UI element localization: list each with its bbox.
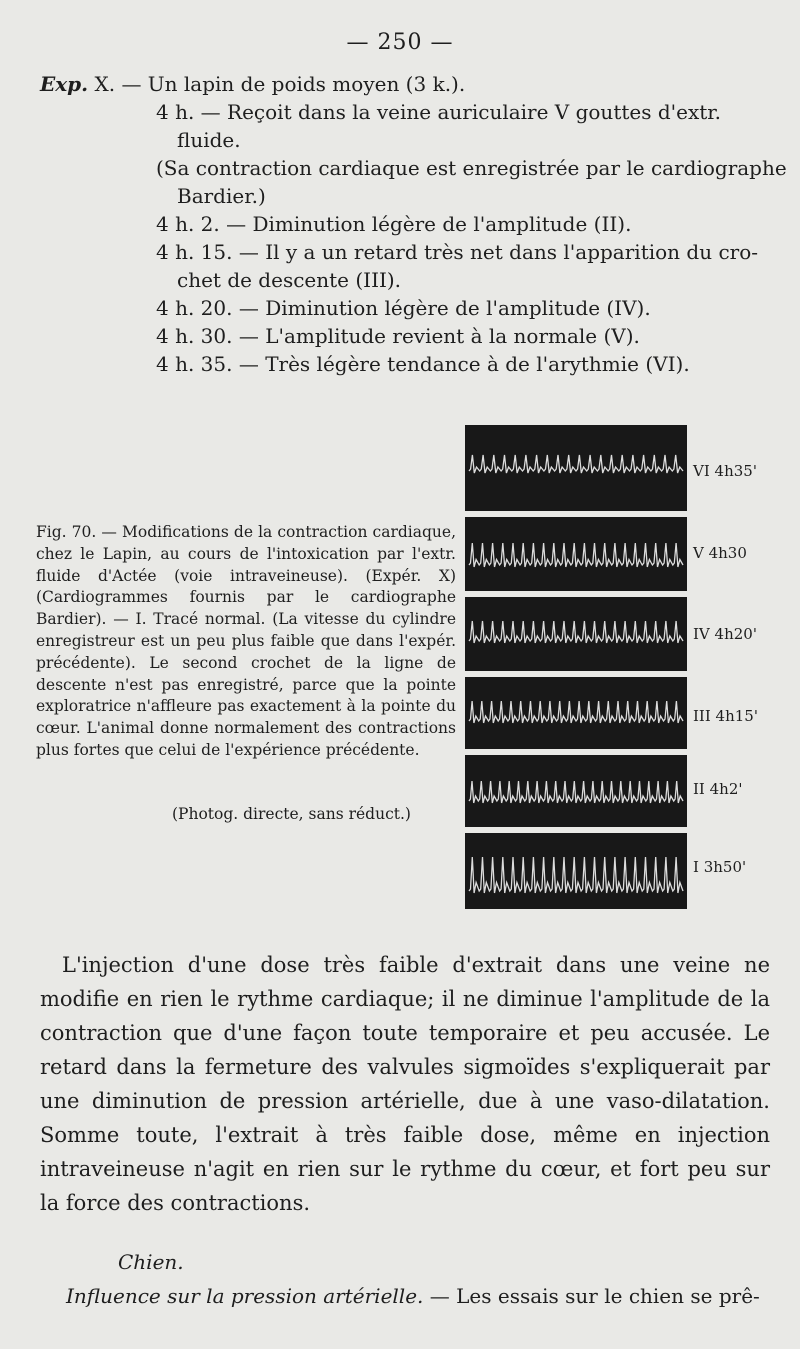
experiment-line: 4 h. 15. — Il y a un retard très net dans l'apparition du cro- (156, 240, 759, 264)
cardiogram-line (469, 455, 683, 473)
cardiogram-line (469, 621, 683, 643)
body-paragraph-block (40, 948, 770, 1220)
influence-text: — Les essais sur le chien se prê- (423, 1284, 760, 1308)
body-paragraph: L'injection d'une dose très faible d'extrait dans une veine ne modifie en rien le rythme cardiaque; il ne diminue l'amplitude de la contraction que d'une façon toute temporaire et peu accusée. Le retard dans la fermeture des valvules sigmoïdes s'expliquerait par une diminution de pression artérielle, due à une vaso-dilatation. Somme toute, l'extrait à très faible dose, même en injection intraveineuse n'agit en rien sur le rythme du cœur, et fort peu sur la force des contractions. (40, 953, 770, 1215)
cardiogram-trace (465, 833, 687, 915)
cardiogram-line (469, 781, 683, 803)
experiment-line: Bardier.) (177, 184, 266, 208)
cardiogram-trace (465, 677, 687, 755)
figure-caption: Fig. 70. — Modifications de la contraction cardiaque, chez le Lapin, au cours de l'intoxication par l'extr. fluide d'Actée (voie intraveineuse). (Expér. X) (Cardiogrammes fournis par le cardiographe Bardier). — I. Tracé normal. (La vitesse du cylindre enregistreur est un peu plus faible que dans l'expér. précédente). Le second crochet de la ligne de descente n'est pas enregistré, parce que la pointe exploratrice n'affleure pas exactement à la pointe du cœur. L'animal donne normalement des contractions plus fortes que celui de l'expérience précédente. (36, 523, 456, 759)
experiment-title: X. — Un lapin de poids moyen (3 k.). (94, 72, 466, 96)
cardiogram-trace (465, 517, 687, 597)
cardiogram-trace (465, 425, 687, 517)
cardiogram-strip (465, 755, 687, 833)
strip-label: IV 4h20' (693, 625, 757, 643)
experiment-line: 4 h. 35. — Très légère tendance à de l'arythmie (VI). (156, 352, 690, 376)
page-number: — 250 — (346, 30, 454, 55)
experiment-line: (Sa contraction cardiaque est enregistrée par le cardiographe (156, 156, 787, 180)
cardiogram-strip (465, 833, 687, 915)
experiment-label: Exp. (40, 72, 89, 96)
experiment-line: fluide. (177, 128, 241, 152)
strip-label: II 4h2' (693, 780, 743, 798)
experiment-line: 4 h. 30. — L'amplitude revient à la normale (V). (156, 324, 640, 348)
experiment-line: chet de descente (III). (177, 268, 402, 292)
figure-credit: (Photog. directe, sans réduct.) (172, 805, 411, 823)
experiment-line: 4 h. 20. — Diminution légère de l'amplitude (IV). (156, 296, 651, 320)
strip-label: III 4h15' (693, 707, 758, 725)
cardiogram-strip (465, 677, 687, 755)
experiment-title-row (40, 70, 770, 98)
strip-label: I 3h50' (693, 858, 747, 876)
experiment-line: 4 h. 2. — Diminution légère de l'amplitude (II). (156, 212, 632, 236)
influence-title: Influence sur la pression artérielle. (66, 1284, 424, 1308)
cardiogram-line (469, 701, 683, 723)
cardiogram-trace (465, 597, 687, 677)
cardiogram-strip (465, 425, 687, 517)
cardiogram-strip (465, 517, 687, 597)
cardiogram-line (469, 857, 683, 893)
cardiogram-line (469, 543, 683, 567)
strip-label: V 4h30 (693, 544, 747, 562)
influence-line (66, 1284, 760, 1308)
experiment-block (40, 70, 787, 378)
experiment-line: 4 h. — Reçoit dans la veine auriculaire V gouttes d'extr. (156, 100, 722, 124)
strip-label: VI 4h35' (693, 462, 757, 480)
figure-cardiograms (465, 425, 775, 917)
cardiogram-strip (465, 597, 687, 677)
cardiogram-photo (465, 425, 687, 915)
section-subheading: Chien. (118, 1250, 184, 1274)
cardiogram-trace (465, 755, 687, 833)
